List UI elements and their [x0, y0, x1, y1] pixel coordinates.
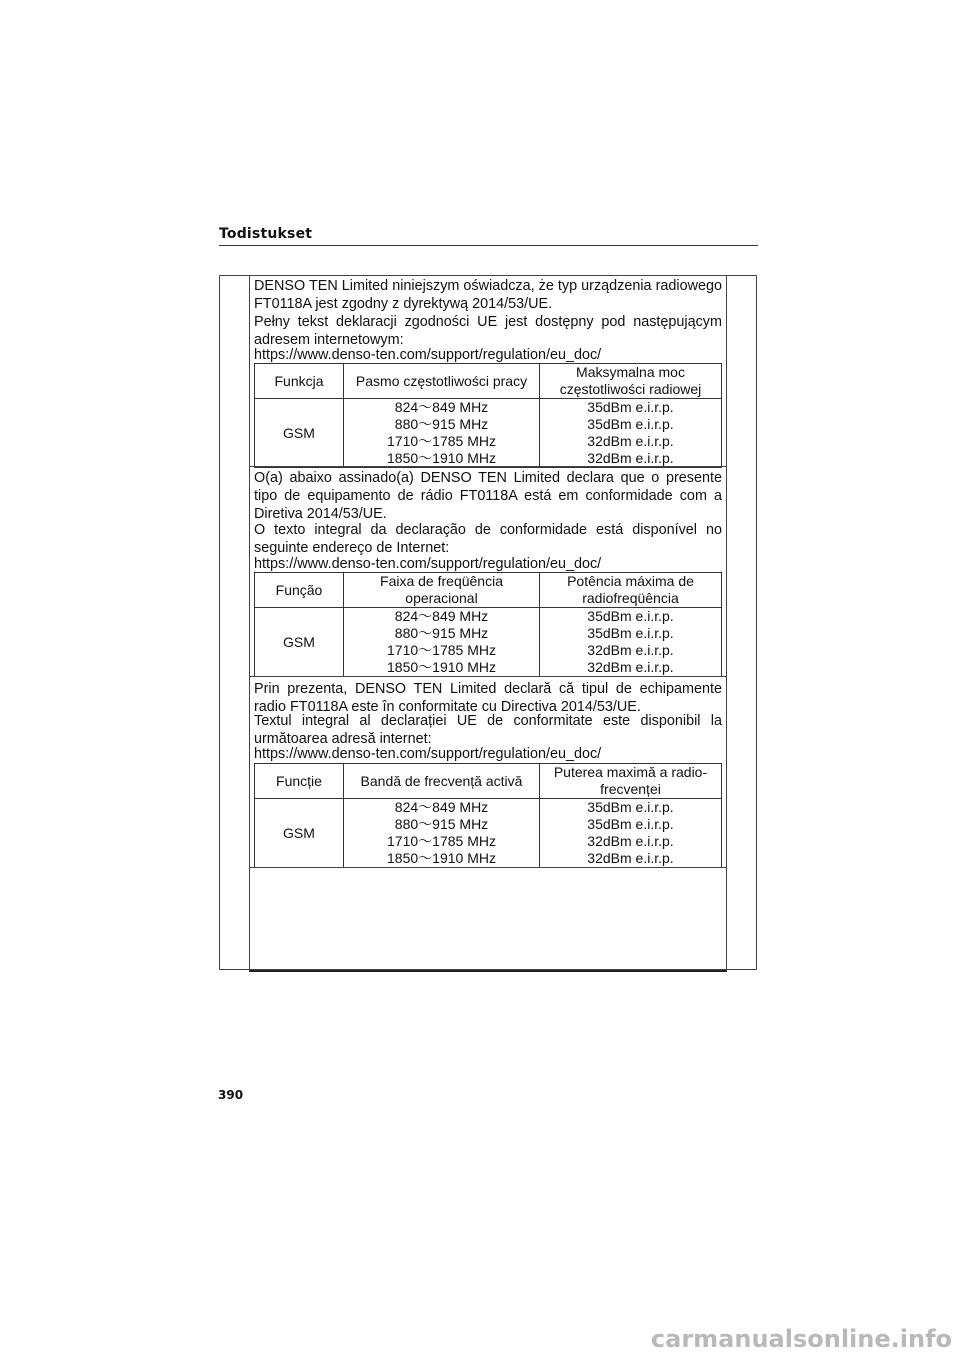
power-value: 32dBm e.i.r.p. [587, 833, 674, 849]
fulltext-paragraph-ro: Textul integral al declarației UE de conformitate este disponibil la următoarea adresă internet: [254, 713, 722, 747]
power-value: 35dBm e.i.r.p. [587, 816, 674, 832]
power-value: 35dBm e.i.r.p. [587, 416, 674, 432]
band-value: 1850〜1910 MHz [387, 850, 496, 866]
band-value: 1850〜1910 MHz [387, 659, 496, 675]
doc-url-pl[interactable]: https://www.denso-ten.com/support/regulation/eu_doc/ [254, 347, 602, 363]
power-value: 32dBm e.i.r.p. [587, 450, 674, 466]
power-cell [540, 399, 722, 468]
declaration-paragraph-pl: DENSO TEN Limited niniejszym oświadcza, że typ urządzenia radiowego FT0118A jest zgodny z dyrektywą 2014/53/UE. [254, 278, 722, 312]
power-value: 35dBm e.i.r.p. [587, 608, 674, 624]
power-value: 35dBm e.i.r.p. [587, 799, 674, 815]
declaration-paragraph-ro: Prin prezenta, DENSO TEN Limited declară că tipul de echipamente radio FT0118A este în conformitate cu Directiva 2014/53/UE. [254, 681, 722, 715]
band-value: 1850〜1910 MHz [387, 450, 496, 466]
doc-url-ro[interactable]: https://www.denso-ten.com/support/regulation/eu_doc/ [254, 746, 602, 762]
band-value: 1710〜1785 MHz [387, 433, 496, 449]
table-header-band: Pasmo częstotliwości pracy [344, 364, 540, 399]
power-cell [540, 799, 722, 868]
page-section-title: Todistukset [219, 226, 313, 242]
power-value: 35dBm e.i.r.p. [587, 399, 674, 415]
table-header-power: Puterea maximă a radio-frecvenței [540, 764, 722, 799]
power-value: 32dBm e.i.r.p. [587, 433, 674, 449]
band-cell [344, 608, 540, 677]
band-value: 824〜849 MHz [394, 399, 489, 415]
frequency-table-pl [254, 363, 722, 468]
power-value: 35dBm e.i.r.p. [587, 625, 674, 641]
header-rule [219, 245, 758, 246]
band-value: 880〜915 MHz [394, 816, 489, 832]
table-header-band: Bandă de frecvență activă [344, 764, 540, 799]
fulltext-paragraph-pl: Pełny tekst deklaracji zgodności UE jest dostępny pod następującym adresem internetowym: [254, 314, 722, 348]
table-header-band: Faixa de freqüência operacional [344, 573, 540, 608]
function-cell: GSM [255, 608, 344, 677]
site-watermark: carmanualsonline.info [650, 1325, 952, 1353]
table-header-function: Funkcja [255, 364, 344, 399]
power-cell [540, 608, 722, 677]
band-value: 880〜915 MHz [394, 625, 489, 641]
function-cell: GSM [255, 799, 344, 868]
power-value: 32dBm e.i.r.p. [587, 642, 674, 658]
band-value: 880〜915 MHz [394, 416, 489, 432]
band-value: 1710〜1785 MHz [387, 833, 496, 849]
table-header-power: Maksymalna moc częstotliwości radiowej [540, 364, 722, 399]
page-number: 390 [218, 1088, 244, 1102]
frequency-table-pt [254, 572, 722, 677]
section-divider [250, 867, 726, 868]
band-value: 824〜849 MHz [394, 608, 489, 624]
section-divider [250, 676, 726, 677]
table-header-function: Funcție [255, 764, 344, 799]
band-cell [344, 399, 540, 468]
fulltext-paragraph-pt: O texto integral da declaração de conformidade está disponível no seguinte endereço de Internet: [254, 522, 722, 556]
table-header-power: Potência máxima de radiofreqüência [540, 573, 722, 608]
function-cell: GSM [255, 399, 344, 468]
power-value: 32dBm e.i.r.p. [587, 659, 674, 675]
declaration-paragraph-pt: O(a) abaixo assinado(a) DENSO TEN Limited declara que o presente tipo de equipamento de rádio FT0118A está em conformidade com a Diretiva 2014/53/UE. [254, 470, 722, 522]
doc-url-pt[interactable]: https://www.denso-ten.com/support/regulation/eu_doc/ [254, 556, 602, 572]
power-value: 32dBm e.i.r.p. [587, 850, 674, 866]
section-divider [250, 466, 726, 467]
band-value: 824〜849 MHz [394, 799, 489, 815]
band-cell [344, 799, 540, 868]
frequency-table-ro [254, 763, 722, 868]
table-header-function: Função [255, 573, 344, 608]
band-value: 1710〜1785 MHz [387, 642, 496, 658]
